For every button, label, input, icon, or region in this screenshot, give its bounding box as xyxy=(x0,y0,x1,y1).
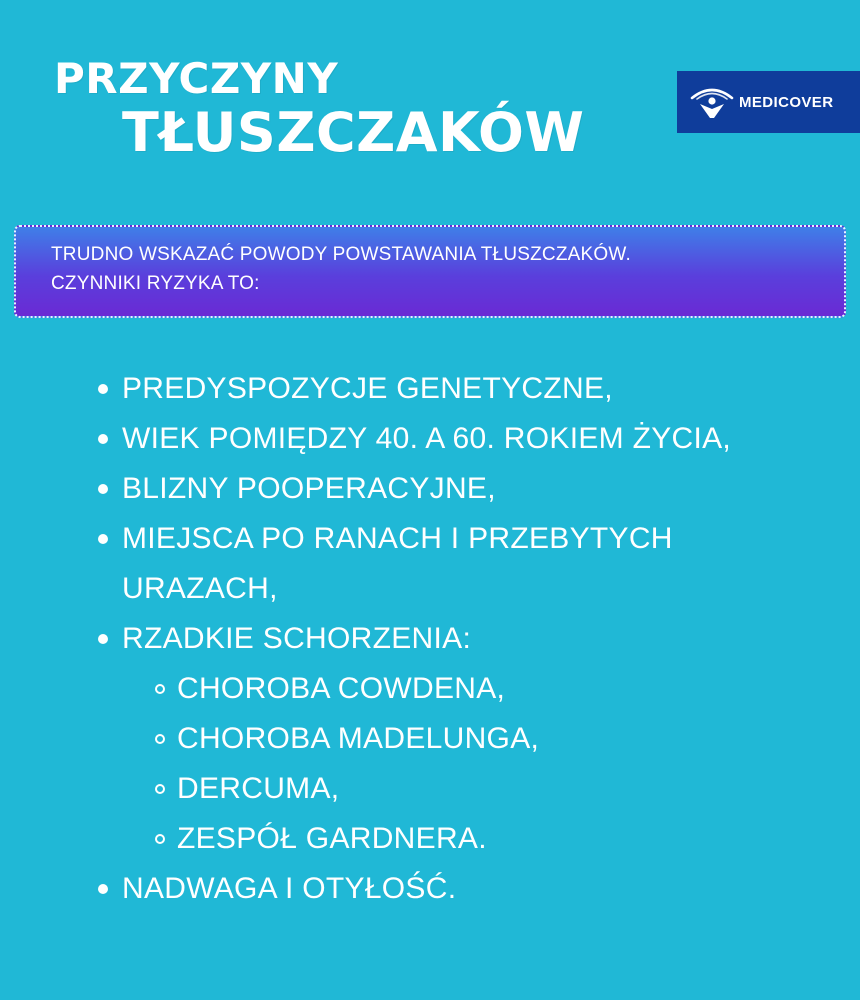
list-item-text: WIEK POMIĘDZY 40. A 60. ROKIEM ŻYCIA, xyxy=(122,422,732,455)
circle-bullet-icon xyxy=(155,734,165,744)
bullet-icon xyxy=(98,884,108,894)
bullet-icon xyxy=(98,534,108,544)
list-item xyxy=(98,864,818,914)
intro-line-2: CZYNNIKI RYZYKA TO: xyxy=(51,273,260,294)
intro-box xyxy=(14,225,846,318)
list-item-text: BLIZNY POOPERACYJNE, xyxy=(122,472,496,505)
circle-bullet-icon xyxy=(155,834,165,844)
list-item-text: PREDYSPOZYCJE GENETYCZNE, xyxy=(122,372,613,405)
bullet-icon xyxy=(98,634,108,644)
sub-list xyxy=(122,664,818,864)
medicover-figure-icon xyxy=(689,84,735,120)
title-line-1: PRZYCZYNY xyxy=(54,54,339,103)
list-item xyxy=(98,514,818,614)
title-line-2: TŁUSZCZAKÓW xyxy=(122,101,585,164)
sub-list-item-text: ZESPÓŁ GARDNERA. xyxy=(177,822,487,855)
sub-list-item-text: CHOROBA MADELUNGA, xyxy=(177,722,540,755)
logo-text: MEDICOVER xyxy=(739,93,834,111)
intro-line-1: TRUDNO WSKAZAĆ POWODY POWSTAWANIA TŁUSZCZAKÓW. xyxy=(51,244,631,265)
list-item-text: NADWAGA I OTYŁOŚĆ. xyxy=(122,872,457,905)
sub-list-item xyxy=(122,764,818,814)
sub-list-item xyxy=(122,714,818,764)
list-item xyxy=(98,414,818,464)
bullet-icon xyxy=(98,384,108,394)
list-item xyxy=(98,464,818,514)
bullet-icon xyxy=(98,484,108,494)
page-title xyxy=(54,54,585,164)
risk-factors-list xyxy=(98,364,818,914)
bullet-icon xyxy=(98,434,108,444)
sub-list-item-text: CHOROBA COWDENA, xyxy=(177,672,506,705)
list-item xyxy=(98,364,818,414)
sub-list-item xyxy=(122,664,818,714)
list-item xyxy=(98,614,818,864)
list-item-text: MIEJSCA PO RANACH I PRZEBYTYCH URAZACH, xyxy=(122,522,673,605)
circle-bullet-icon xyxy=(155,684,165,694)
sub-list-item-text: DERCUMA, xyxy=(177,772,340,805)
medicover-logo xyxy=(677,71,860,133)
sub-list-item xyxy=(122,814,818,864)
circle-bullet-icon xyxy=(155,784,165,794)
list-item-text: RZADKIE SCHORZENIA: xyxy=(122,622,472,655)
